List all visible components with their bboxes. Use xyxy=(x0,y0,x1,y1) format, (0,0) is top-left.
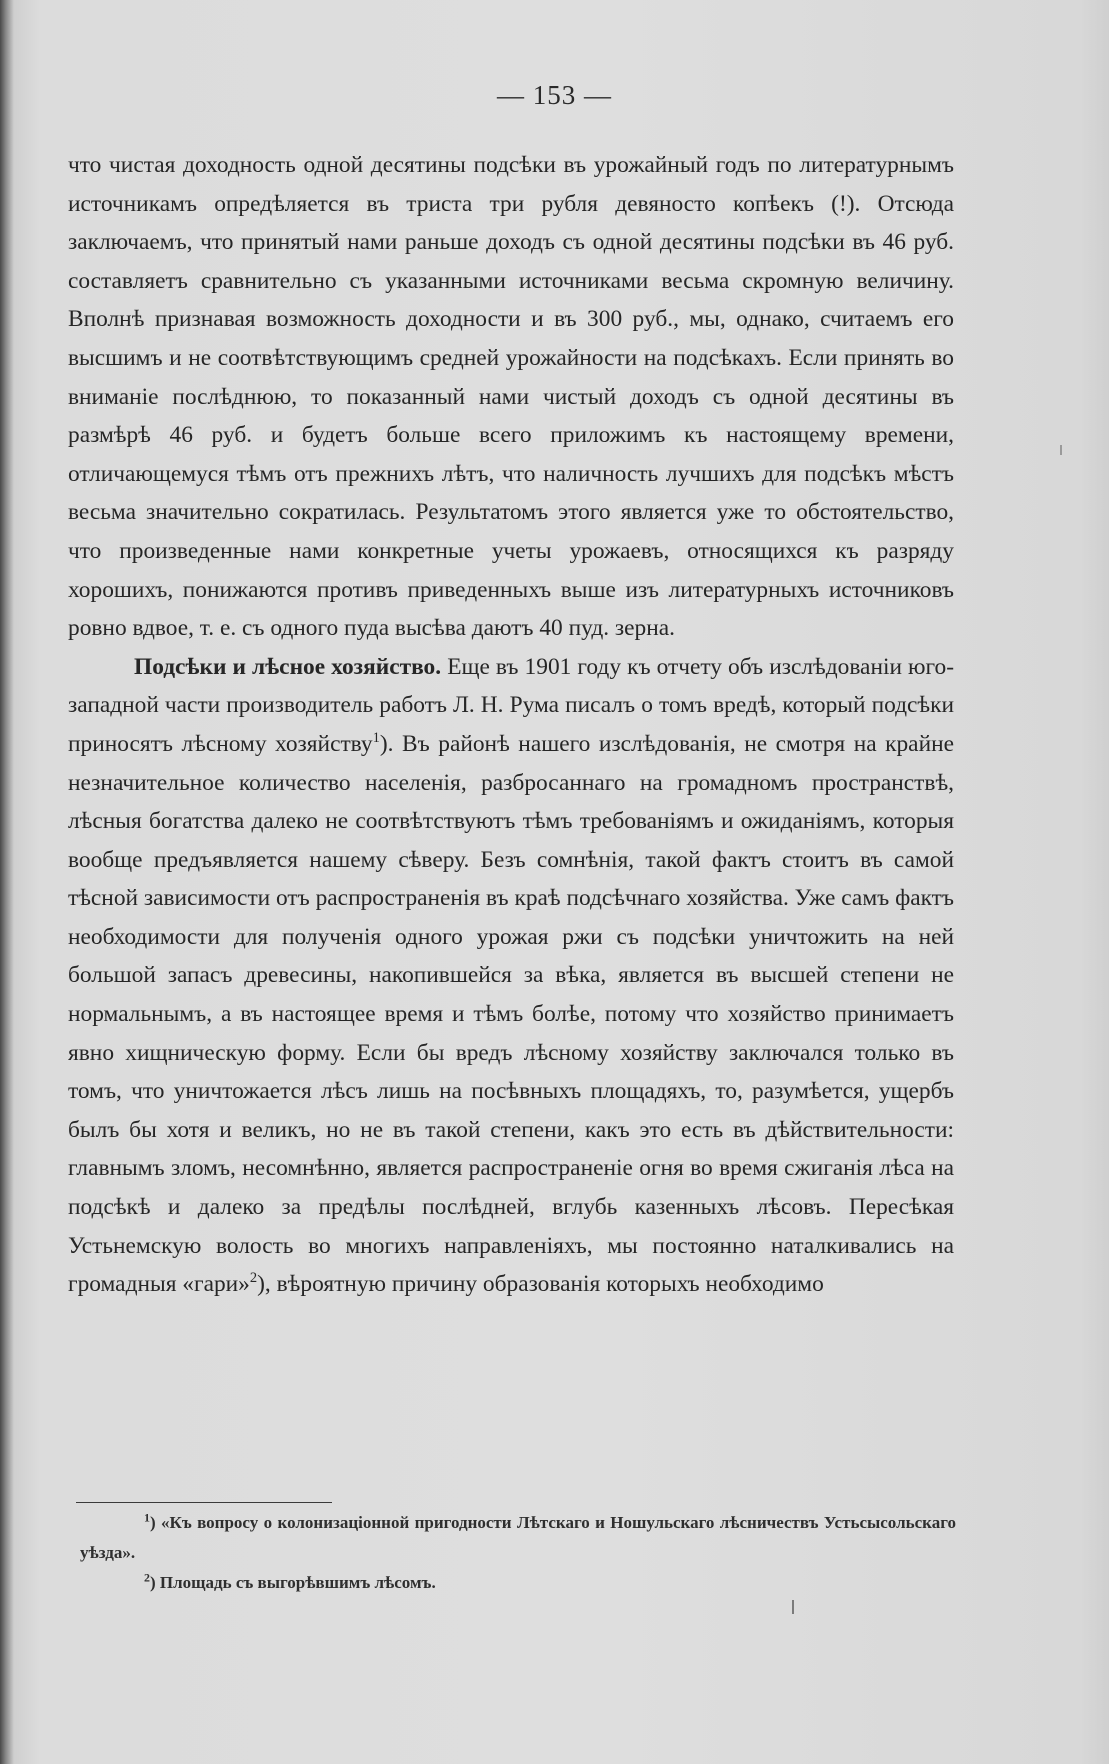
paragraph-2-text-part-1: Еще въ 1901 году къ отчету объ изслѣдованіи юго-западной части производитель работъ Л. Н. Рума писалъ о томъ вредѣ, который подсѣки приносятъ лѣсному хозяйству xyxy=(68,653,955,757)
paragraph-1-text: что чистая доходность одной десятины подсѣки въ урожайный годъ по литературнымъ источникамъ опредѣляется въ триста три рубля девяносто копѣекъ (!). Отсюда заключаемъ, что принятый нами раньше доходъ съ одной десятины подсѣки въ 46 руб. составляетъ сравнительно съ указанными источниками весьма скромную величину. Вполнѣ признавая возможность доходности и въ 300 руб., мы, однако, считаемъ его высшимъ и не соотвѣтствующимъ средней урожайности на подсѣкахъ. Если принять во вниманіе послѣднюю, то показанный нами чистый доходъ съ одной десятины въ размѣрѣ 46 руб. и будетъ больше всего приложимъ къ настоящему времени, отличающемуся тѣмъ отъ прежнихъ лѣтъ, что наличность лучшихъ для подсѣкъ мѣстъ весьма значительно сократилась. Результатомъ этого является уже то обстоятельство, что произведенные нами конкретные учеты урожаевъ, относящихся къ разряду хорошихъ, понижаются противъ приведенныхъ выше изъ литературныхъ источниковъ ровно вдвое, т. е. съ одного пуда высѣва даютъ 40 пуд. зерна. xyxy=(68,152,954,642)
footnote-ref-1[interactable]: 1 xyxy=(372,730,380,747)
footnote-divider xyxy=(76,1502,332,1503)
footnote-1-marker: 1 xyxy=(144,1510,150,1525)
section-heading: Подсѣки и лѣсное хозяйство. xyxy=(134,653,442,680)
footnote-1-text: ) «Къ вопросу о колонизаціонной пригодности Лѣтскаго и Ношульскаго лѣсничествъ Устьсысольскаго уѣзда». xyxy=(80,1513,956,1562)
paragraph-2-text-part-3: ), вѣроятную причину образованія которыхъ необходимо xyxy=(257,1271,824,1298)
paragraph-1 xyxy=(68,146,954,648)
paper-speck xyxy=(1060,445,1062,455)
page-number: — 153 — xyxy=(497,80,612,110)
paragraph-2 xyxy=(68,648,954,1304)
footnote-2-marker: 2 xyxy=(144,1570,150,1585)
footnote-2-text: ) Площадь съ выгорѣвшимъ лѣсомъ. xyxy=(149,1573,436,1592)
footnote-2 xyxy=(80,1568,956,1598)
footnote-1 xyxy=(80,1508,956,1568)
footnotes xyxy=(80,1508,956,1598)
paper-speck xyxy=(792,1600,794,1614)
body-text xyxy=(68,146,954,1304)
paragraph-2-text-part-2: ). Въ районѣ нашего изслѣдованія, не смотря на крайне незначительное количество населенія, разбросаннаго на громадномъ пространствѣ, лѣсныя богатства далеко не соотвѣтствуютъ тѣмъ требованіямъ и ожиданіямъ, которыя вообще предъявляется нашему сѣверу. Безъ сомнѣнія, такой фактъ стоитъ въ самой тѣсной зависимости отъ распространенія въ краѣ подсѣчнаго хозяйства. Уже самъ фактъ необходимости для полученія одного урожая ржи съ подсѣки уничтожить на ней большой запасъ древесины, накопившейся за вѣка, является въ высшей степени не нормальнымъ, а въ настоящее время и тѣмъ болѣе, потому что хозяйство принимаетъ явно хищническую форму. Если бы вредъ лѣсному хозяйству заключался только въ томъ, что уничтожается лѣсъ лишь на посѣвныхъ площадяхъ, то, разумѣется, ущербъ былъ бы хотя и великъ, но не въ такой степени, какъ это есть въ дѣйствительности: главнымъ зломъ, несомнѣнно, является распространеніе огня во время сжиганія лѣса на подсѣкѣ и далеко за предѣлы послѣдней, вглубь казенныхъ лѣсовъ. Пересѣкая Устьнемскую волость во многихъ направленіяхъ, мы постоянно наталкивались на громадныя «гари» xyxy=(68,730,954,1298)
footnote-ref-2[interactable]: 2 xyxy=(249,1270,258,1287)
